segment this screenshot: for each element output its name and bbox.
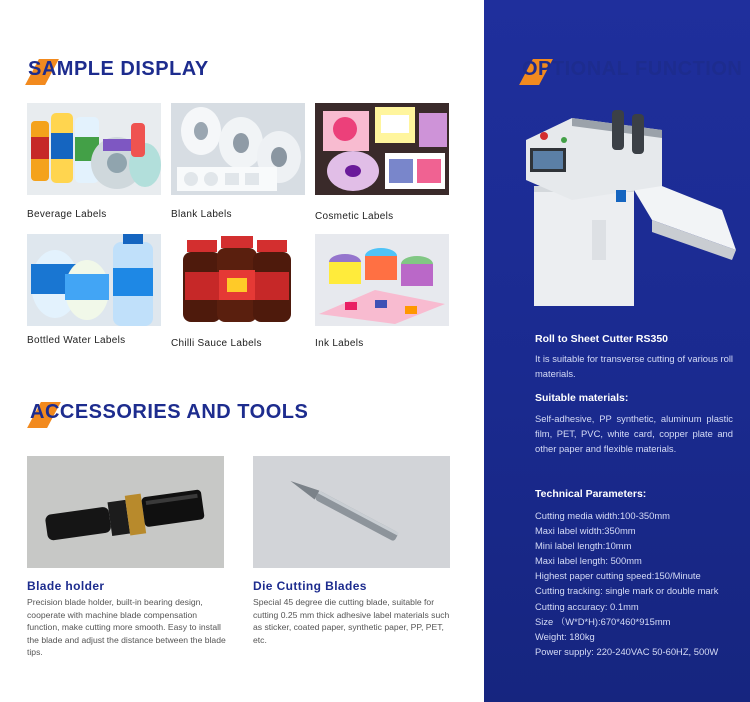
heading-text: CESSORIES AND TOOLS <box>59 401 309 423</box>
product-title: Roll to Sheet Cutter RS350 <box>535 333 669 345</box>
beverage-labels-image <box>27 103 161 195</box>
sample-display-heading <box>24 55 244 85</box>
heading-text: TIONAL FUNCTION <box>551 58 743 80</box>
params-title: Technical Parameters: <box>535 488 647 500</box>
materials-description: Self-adhesive, PP synthetic, aluminum plastic film, PET, PVC, white card, copper plate and other paper and flexible materials. <box>535 413 733 454</box>
sample-label: Chilli Sauce Labels <box>171 338 262 349</box>
accessory-description: Precision blade holder, built-in bearing design, cooperate with machine blade compensation function, make cutting more smooth. Easy to install the blade and adjust the distance between the blade tips. <box>27 597 226 657</box>
roll-to-sheet-cutter-image <box>512 100 736 310</box>
product-description: It is suitable for transverse cutting of various roll materials. <box>535 353 734 379</box>
optional-function-heading <box>518 55 743 85</box>
heading-accent-text: SA <box>28 58 57 80</box>
sample-label: Cosmetic Labels <box>315 211 394 222</box>
param-item: Maxi label length: 500mm <box>535 555 642 567</box>
sample-label: Bottled Water Labels <box>27 335 126 346</box>
heading-accent-text: OP <box>522 58 552 80</box>
accessories-heading <box>26 398 309 428</box>
param-item: Power supply: 220-240VAC 50-60HZ, 500W <box>535 645 719 657</box>
param-item: Weight: 180kg <box>535 630 595 642</box>
accessory-description: Special 45 degree die cutting blade, suitable for cutting 0.25 mm thick adhesive label materials such as sticker, coated paper, synthetic paper, PP, PET, etc. <box>253 597 450 645</box>
param-item: Cutting accuracy: 0.1mm <box>535 600 639 612</box>
chilli-sauce-labels-image <box>171 234 305 326</box>
accessory-title: Die Cutting Blades <box>253 579 367 593</box>
cosmetic-labels-image <box>315 103 449 195</box>
params-list <box>535 508 745 659</box>
ink-labels-image <box>315 234 449 326</box>
bottled-water-labels-image <box>27 234 161 326</box>
blade-holder-image <box>27 456 224 568</box>
param-item: Mini label length:10mm <box>535 540 632 552</box>
die-cutting-blade-image <box>253 456 450 568</box>
param-item: Size （W*D*H):670*460*915mm <box>535 615 671 627</box>
param-item: Maxi label width:350mm <box>535 525 636 537</box>
materials-title: Suitable materials: <box>535 392 629 404</box>
sample-label: Beverage Labels <box>27 209 107 220</box>
param-item: Cutting tracking: single mark or double mark <box>535 585 719 597</box>
sample-label: Blank Labels <box>171 209 232 220</box>
sample-label: Ink Labels <box>315 338 364 349</box>
accessory-title: Blade holder <box>27 579 105 593</box>
heading-text: MPLE DISPLAY <box>56 58 209 80</box>
blank-labels-image <box>171 103 305 195</box>
param-item: Cutting media width:100-350mm <box>535 510 670 521</box>
param-item: Highest paper cutting speed:150/Minute <box>535 570 701 582</box>
heading-accent-text: AC <box>30 401 60 423</box>
